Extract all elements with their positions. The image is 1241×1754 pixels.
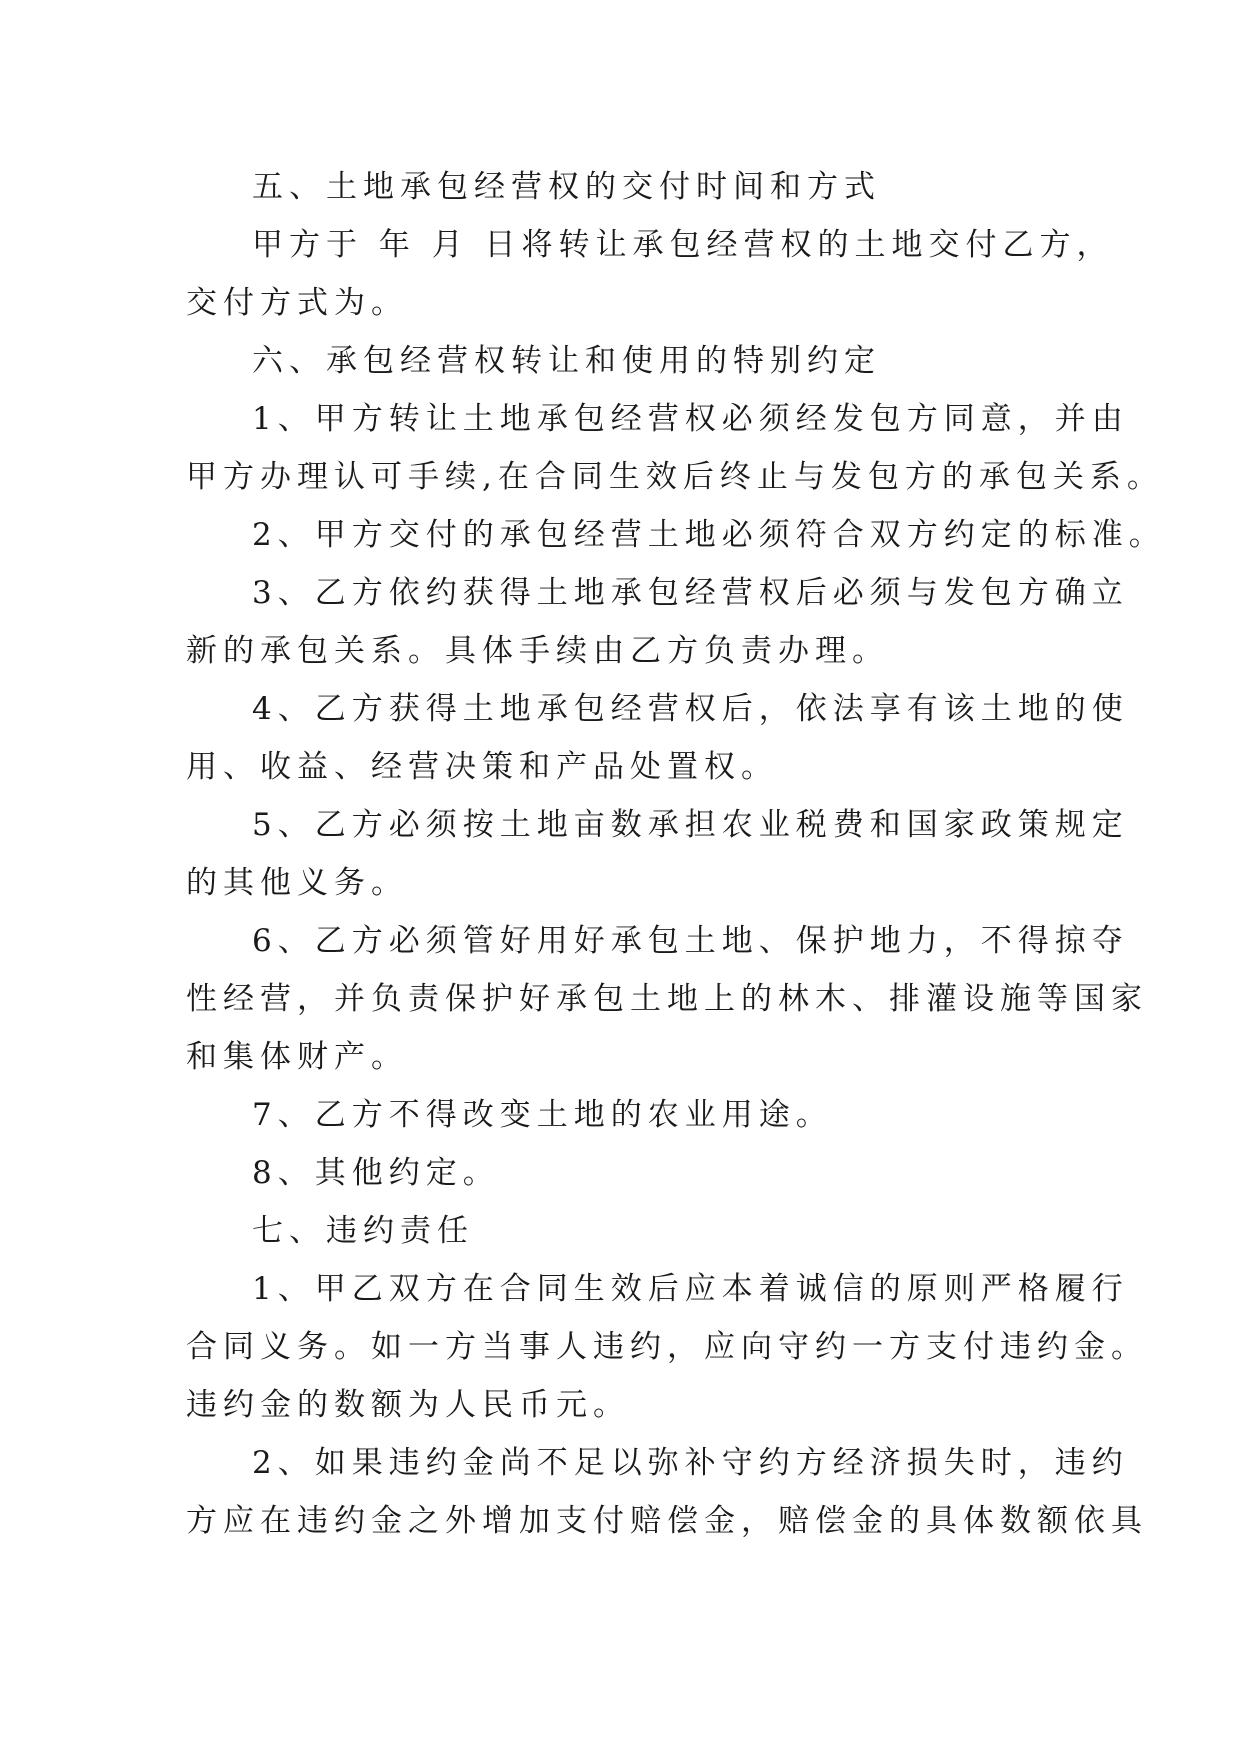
paragraph-line: 用、收益、经营决策和产品处置权。 [186,749,778,785]
paragraph-line: 1、甲方转让土地承包经营权必须经发包方同意，并由 [252,401,1129,437]
paragraph-line: 方应在违约金之外增加支付赔偿金，赔偿金的具体数额依具 [186,1503,1148,1539]
section-heading-5: 五、土地承包经营权的交付时间和方式 [252,169,881,205]
paragraph-line: 性经营，并负责保护好承包土地上的林木、排灌设施等国家 [186,981,1148,1017]
paragraph-line: 违约金的数额为人民币元。 [186,1387,630,1423]
paragraph-line: 甲方于 年 月 日将转让承包经营权的土地交付乙方， [252,227,1114,263]
section-heading-7: 七、违约责任 [252,1213,474,1249]
paragraph-line: 5、乙方必须按土地亩数承担农业税费和国家政策规定 [252,807,1129,843]
paragraph-line: 6、乙方必须管好用好承包土地、保护地力，不得掠夺 [252,923,1129,959]
paragraph-line: 7、乙方不得改变土地的农业用途。 [252,1097,833,1133]
paragraph-line: 和集体财产。 [186,1039,408,1075]
section-heading-6: 六、承包经营权转让和使用的特别约定 [252,343,881,379]
paragraph-line: 3、乙方依约获得土地承包经营权后必须与发包方确立 [252,575,1129,611]
document-body [186,158,1166,1550]
paragraph-line: 1、甲乙双方在合同生效后应本着诚信的原则严格履行 [252,1271,1129,1307]
paragraph-line: 2、如果违约金尚不足以弥补守约方经济损失时，违约 [252,1445,1129,1481]
paragraph-line: 新的承包关系。具体手续由乙方负责办理。 [186,633,889,669]
paragraph-line: 8、其他约定。 [252,1155,500,1191]
paragraph-line: 甲方办理认可手续,在合同生效后终止与发包方的承包关系。 [186,459,1164,495]
paragraph-line: 2、甲方交付的承包经营土地必须符合双方约定的标准。 [252,517,1166,553]
paragraph-line: 合同义务。如一方当事人违约，应向守约一方支付违约金。 [186,1329,1148,1365]
paragraph-line: 的其他义务。 [186,865,408,901]
paragraph-line: 4、乙方获得土地承包经营权后，依法享有该土地的使 [252,691,1129,727]
paragraph-line: 交付方式为。 [186,285,408,321]
